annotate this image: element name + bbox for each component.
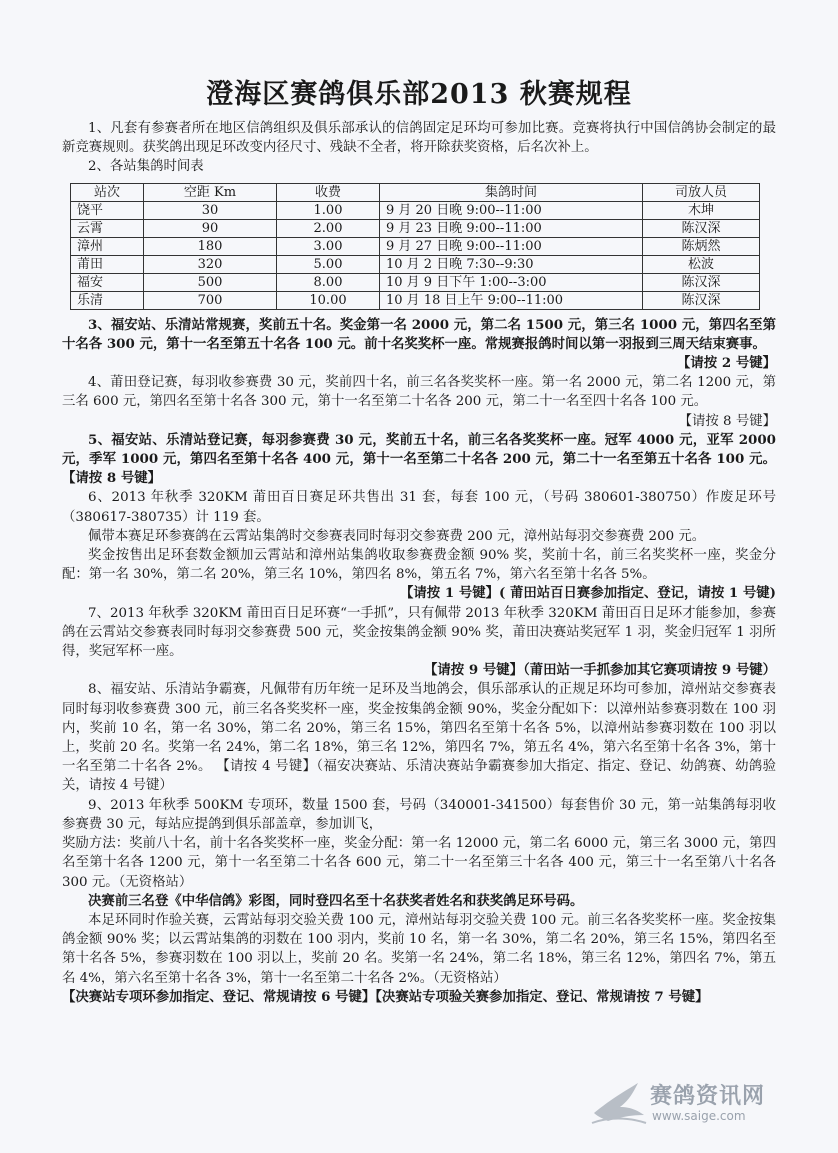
header-distance: 空距 Km [144,183,277,201]
pigeon-icon [588,1073,648,1129]
cell-releaser: 松波 [643,255,760,273]
cell-fee: 10.00 [277,291,380,309]
header-releaser: 司放人员 [643,183,760,201]
cell-time: 9 月 23 日晚 9:00--11:00 [380,219,643,237]
cell-station: 云霄 [71,219,144,237]
cell-station: 乐清 [71,291,144,309]
rule-9c: 决赛前三名登《中华信鸽》彩图，同时登四名至十名获奖者姓名和获奖鸽足环号码。 [88,892,584,909]
rule-9b: 奖励方法：奖前八十名，前十名各奖奖杯一座，奖金分配：第一名 12000 元，第二名 6000 元，第三名 3000 元，第四名至第十名各 1200 元，第十一名至第二十名各 600 元，第二十一名至第三十名各 400 元，第三十一名至第八十名各 300 元。（无资格站） [62,836,776,890]
rule-9d: 本足环同时作验关赛，云霄站每羽交验关费 100 元，漳州站每羽交验关费 100 元。前三名各奖奖杯一座。奖金按集鸽金额 90% 奖；以云霄站集鸽的羽数在 100 羽内，奖前 10 名，第一名 30%，第二名 20%，第三名 15%，第四名至第十名各 5%，参赛羽数在 100 羽以上，奖前 20 名。奖第一名 24%，第二名 18%，第三名 12%，第四名 7%，第五名 4%，第六名至第十名各 3%，第十一名至第二十名各 2%。（无资格站） [62,912,776,986]
header-fee: 收费 [277,183,380,201]
cell-distance: 180 [144,237,277,255]
rule-5-text: 5、福安站、乐清站登记赛，每羽参赛费 30 元，奖前五十名，前三名各奖奖杯一座。冠军 4000 元，亚军 2000 元，季军 1000 元，第四名至第十名各 400 元，第十一名至第二十名各 200 元，第二十一名至第五十名各 100 元。 [62,431,776,468]
table-header-row [71,183,760,201]
cell-fee: 1.00 [277,201,380,219]
cell-distance: 500 [144,273,277,291]
cell-fee: 3.00 [277,237,380,255]
rule-6-key: 【请按 1 号键】( 莆田站百日赛参加指定、登记，请按 1 号键) [400,585,776,602]
cell-time: 9 月 27 日晚 9:00--11:00 [380,237,643,255]
cell-distance: 90 [144,219,277,237]
rule-8-text: 8、福安站、乐清站争霸赛，凡佩带有历年统一足环及当地鸽会，俱乐部承认的正规足环均可参加，漳州站交参赛表同时每羽收参赛费 300 元，前三名各奖奖杯一座，奖金按集鸽金额 90%，奖金分配如下：以漳州站参赛羽数在 100 羽内，奖前 10 名，第一名 30%，第二名 20%，第三名 15%，第四名至第十名各 5%，以漳州站参赛羽数在 100 羽以上，奖前 20 名。奖第一名 24%，第二名 18%，第三名 12%，第四名 7%，第五名 4%，第六名至第十名各 3%，第十一名至第二十名各 2%。 [62,682,776,775]
cell-distance: 30 [144,201,277,219]
rule-4 [62,373,776,431]
cell-distance: 320 [144,255,277,273]
rule-6-key-line [62,584,776,603]
schedule-table [70,183,760,310]
rule-7-key-line [62,661,776,680]
table-row [71,273,760,291]
table-row [71,237,760,255]
rule-3-text: 3、福安站、乐清站常规赛，奖前五十名。奖金第一名 2000 元，第二名 1500 元，第三名 1000 元，第四名至第十名各 300 元，第十一名至第五十名各 100 元。前十名奖奖杯一座。常规赛报鸽时间以第一羽报到三周天结束赛事。 [62,316,776,352]
rule-5 [62,431,776,489]
cell-time: 9 月 20 日晚 9:00--11:00 [380,201,643,219]
cell-time: 10 月 18 日上午 9:00--11:00 [380,291,643,309]
watermark-url: www.saige.com [652,1109,746,1123]
table-row [71,201,760,219]
rule-9a: 9、2013 年秋季 500KM 专项环，数量 1500 套，号码（340001-341500）每套售价 30 元，第一站集鸽每羽收参赛费 30 元，每站应提鸽到俱乐部盖章，参加训飞， [62,797,776,832]
cell-releaser: 陈汉深 [643,291,760,309]
cell-releaser: 木坤 [643,201,760,219]
cell-fee: 8.00 [277,273,380,291]
rule-5-key: 【请按 8 号键】 [62,470,161,487]
cell-station: 福安 [71,273,144,291]
cell-fee: 2.00 [277,219,380,237]
rule-9-key: 【决赛站专项环参加指定、登记、常规请按 6 号键】【决赛站专项验关赛参加指定、登记、常规请按 7 号键】 [62,988,709,1005]
cell-distance: 700 [144,291,277,309]
watermark-logo [588,1073,778,1133]
rule-3 [62,316,776,374]
cell-time: 10 月 2 日晚 7:30--9:30 [380,255,643,273]
rule-6a: 6、2013 年秋季 320KM 莆田百日赛足环共售出 31 套，每套 100 元，（号码 380601-380750）作废足环号（380617-380735）计 119 套。 [62,490,776,525]
header-time: 集鸽时间 [380,183,643,201]
cell-station: 饶平 [71,201,144,219]
rule-8 [62,680,776,795]
cell-releaser: 陈炳然 [643,237,760,255]
cell-fee: 5.00 [277,255,380,273]
rule-7-key: 【请按 9 号键】（莆田站一手抓参加其它赛项请按 9 号键） [424,662,776,679]
cell-time: 10 月 9 日下午 1:00--3:00 [380,273,643,291]
table-row [71,291,760,309]
cell-station: 莆田 [71,255,144,273]
watermark-name: 赛鸽资讯网 [650,1084,766,1109]
rule-6b: 佩带本赛足环参赛鸽在云霄站集鸽时交参赛表同时每羽交参赛费 200 元，漳州站每羽交参赛费 200 元。 [88,528,706,544]
cell-releaser: 陈汉深 [643,273,760,291]
header-station: 站次 [71,183,144,201]
rule-2: 2、各站集鸽时间表 [88,159,204,175]
rule-6c: 奖金按售出足环套数金额加云霄站和漳州站集鸽收取参赛费金额 90% 奖，奖前十名，前三名奖奖杯一座，奖金分配：第一名 30%，第二名 20%，第三名 10%，第四名 8%，第五名 7%，第六名至第十名各 5%。 [62,548,776,583]
rule-1: 1、凡套有参赛者所在地区信鸽组织及俱乐部承认的信鸽固定足环均可参加比赛。竞赛将执行中国信鸽协会制定的最新竞赛规则。获奖鸽出现足环改变内径尺寸、残缺不全者，将开除获奖资格，后名次补上。 [62,121,776,156]
table-row [71,255,760,273]
table-row [71,219,760,237]
rule-4-key: 【请按 8 号键】 [678,413,776,429]
rule-3-key: 【请按 2 号键】 [677,355,776,372]
rule-8-key: 【请按 4 号键】（福安决赛站、乐清决赛站争霸赛参加大指定、指定、登记、幼鸽赛、幼鸽验关，请按 4 号键） [62,759,776,794]
rule-7: 7、2013 年秋季 320KM 莆田百日足环赛“一手抓”，只有佩带 2013 年秋季 320KM 莆田百日足环才能参加，参赛鸽在云霄站交参赛表同时每羽交参赛费 500 元，奖金按集鸽金额 90% 奖，莆田决赛站奖冠军 1 羽，奖金归冠军 1 羽所得，奖冠军杯一座。 [62,605,776,660]
rule-4-text: 4、莆田登记赛，每羽收参赛费 30 元，奖前四十名，前三名各奖奖杯一座。第一名 2000 元，第二名 1200 元，第三名 600 元，第四名至第十名各 300 元，第十一名至第二十名各 200 元，第二十一名至四十名各 100 元。 [62,375,776,410]
cell-releaser: 陈汉深 [643,219,760,237]
document-title: 澄海区赛鸽俱乐部2013 秋赛规程 [206,79,632,110]
cell-station: 漳州 [71,237,144,255]
